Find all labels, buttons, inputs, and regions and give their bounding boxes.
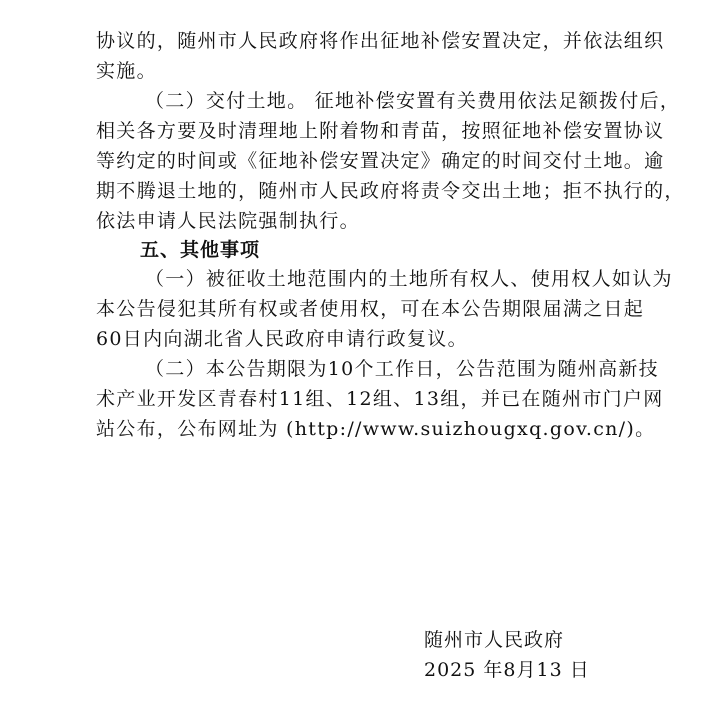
body-text-line: 协议的，随州市人民政府将作出征地补偿安置决定，并依法组织	[96, 30, 665, 52]
section-heading: 五、其他事项	[140, 239, 261, 261]
body-text-line: 依法申请人民法院强制执行。	[96, 210, 360, 232]
body-text-line: 期不腾退土地的，随州市人民政府将责令交出土地；拒不执行的，	[96, 180, 685, 202]
body-text-line: 站公布，公布网址为 (http://www.suizhougxq.gov.cn/)。	[96, 418, 656, 440]
body-text-line: （一）被征收土地范围内的土地所有权人、使用权人如认为	[145, 268, 673, 290]
signature-issuer: 随州市人民政府	[424, 629, 565, 651]
body-text-line: 术产业开发区青春村11组、12组、13组，并已在随州市门户网	[96, 388, 664, 410]
body-text-line: 实施。	[96, 60, 157, 82]
body-text-line: （二）交付土地。 征地补偿安置有关费用依法足额拨付后，	[145, 90, 681, 112]
body-text-line: 相关各方要及时清理地上附着物和青苗，按照征地补偿安置协议	[96, 120, 665, 142]
signature-date: 2025 年8月13 日	[424, 659, 590, 681]
body-text-line: 60日内向湖北省人民政府申请行政复议。	[96, 328, 468, 350]
body-text-line: 等约定的时间或《征地补偿安置决定》确定的时间交付土地。逾	[96, 150, 665, 172]
body-text-line: （二）本公告期限为10个工作日，公告范围为随州高新技	[145, 358, 659, 380]
body-text-line: 本公告侵犯其所有权或者使用权，可在本公告期限届满之日起	[96, 298, 645, 320]
